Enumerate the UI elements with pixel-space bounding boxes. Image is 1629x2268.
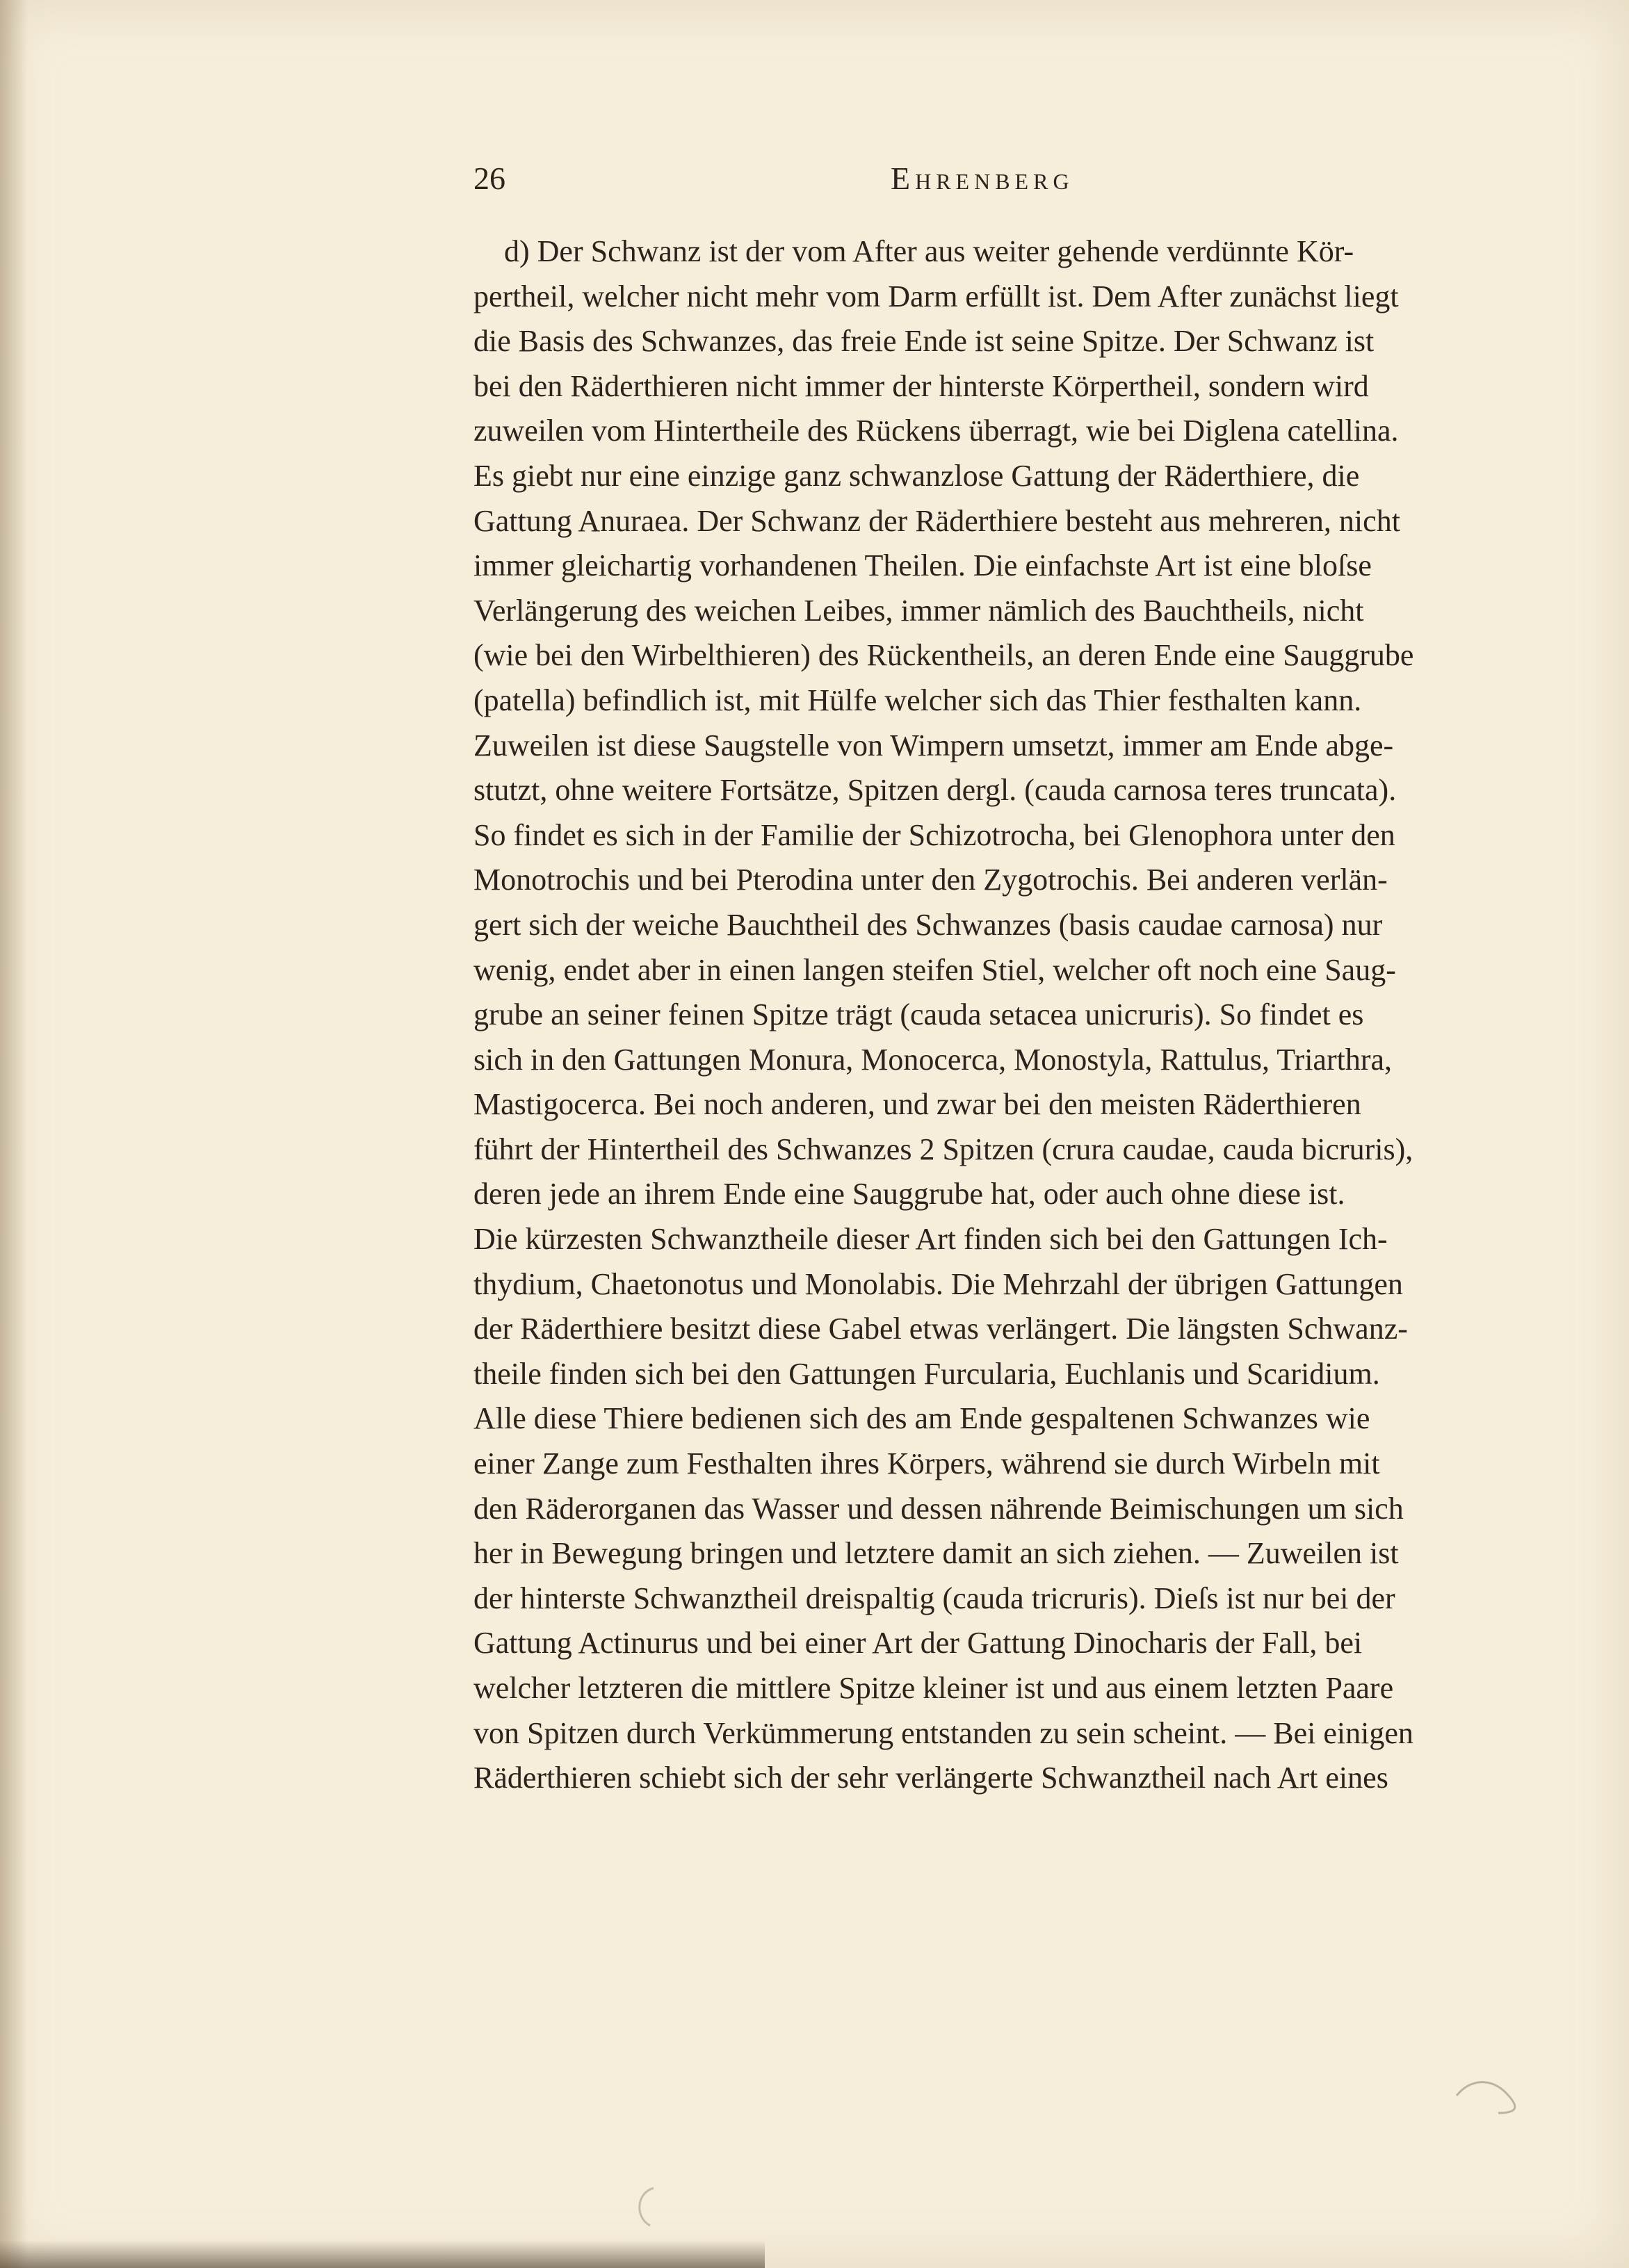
text-line: Es giebt nur eine einzige ganz schwanzlose Gattung der Räderthiere, die <box>473 458 1360 493</box>
text-line: stutzt, ohne weitere Fortsätze, Spitzen dergl. (cauda carnosa teres truncata). <box>473 773 1397 808</box>
page-number: 26 <box>473 161 505 196</box>
pencil-mark-icon <box>1450 2075 1526 2123</box>
text-line: Zuweilen ist diese Saugstelle von Wimpern umsetzt, immer am Ende abge- <box>473 728 1394 762</box>
text-line: bei den Räderthieren nicht immer der hinterste Körpertheil, sondern wird <box>473 368 1369 403</box>
text-line: Gattung Anuraea. Der Schwanz der Räderthiere besteht aus mehreren, nicht <box>473 503 1400 538</box>
text-line: theile finden sich bei den Gattungen Furcularia, Euchlanis und Scaridium. <box>473 1356 1380 1391</box>
body-text <box>473 229 1414 1821</box>
text-line: Räderthieren schiebt sich der sehr verlängerte Schwanztheil nach Art eines <box>473 1761 1388 1795</box>
text-line: (wie bei den Wirbelthieren) des Rückentheils, an deren Ende eine Sauggrube <box>473 638 1414 673</box>
page-bottom-edge <box>0 2240 765 2268</box>
text-line: zuweilen vom Hintertheile des Rückens überragt, wie bei Diglena catellina. <box>473 414 1399 448</box>
text-line: (patella) befindlich ist, mit Hülfe welcher sich das Thier festhalten kann. <box>473 683 1362 717</box>
text-line: So findet es sich in der Familie der Schizotrocha, bei Glenophora unter den <box>473 817 1395 852</box>
text-line: d) Der Schwanz ist der vom After aus weiter gehende verdünnte Kör- <box>504 234 1354 268</box>
text-line: die Basis des Schwanzes, das freie Ende ist seine Spitze. Der Schwanz ist <box>473 324 1375 359</box>
text-line: der Räderthiere besitzt diese Gabel etwas verlängert. Die längsten Schwanz- <box>473 1312 1408 1346</box>
text-line: einer Zange zum Festhalten ihres Körpers, während sie durch Wirbeln mit <box>473 1446 1380 1481</box>
text-line: von Spitzen durch Verkümmerung entstanden zu sein scheint. — Bei einigen <box>473 1715 1413 1750</box>
text-line: Monotrochis und bei Pterodina unter den Zygotrochis. Bei anderen verlän- <box>473 863 1388 897</box>
text-line: wenig, endet aber in einen langen steifen Stiel, welcher oft noch eine Saug- <box>473 952 1396 987</box>
text-line: Gattung Actinurus und bei einer Art der Gattung Dinocharis der Fall, bei <box>473 1626 1363 1661</box>
text-line: grube an seiner feinen Spitze trägt (cauda setacea unicruris). So findet es <box>473 997 1364 1032</box>
running-head <box>473 154 1221 203</box>
text-line: gert sich der weiche Bauchtheil des Schwanzes (basis caudae carnosa) nur <box>473 907 1383 942</box>
text-line: Mastigocerca. Bei noch anderen, und zwar bei den meisten Räderthieren <box>473 1087 1361 1122</box>
text-line: Die kürzesten Schwanztheile dieser Art finden sich bei den Gattungen Ich- <box>473 1222 1388 1257</box>
page-edge-shadow <box>0 0 28 2268</box>
pencil-mark-icon <box>629 2183 664 2231</box>
text-line: der hinterste Schwanztheil dreispaltig (cauda tricruris). Dieſs ist nur bei der <box>473 1581 1395 1615</box>
text-line: deren jede an ihrem Ende eine Sauggrube hat, oder auch ohne diese ist. <box>473 1177 1345 1211</box>
text-line: den Räderorganen das Wasser und dessen nährende Beimischungen um sich <box>473 1491 1404 1526</box>
text-line: führt der Hintertheil des Schwanzes 2 Spitzen (crura caudae, cauda bicruris), <box>473 1132 1413 1166</box>
text-line: sich in den Gattungen Monura, Monocerca, Monostyla, Rattulus, Triarthra, <box>473 1042 1393 1077</box>
text-line: immer gleichartig vorhandenen Theilen. Die einfachste Art ist eine bloſse <box>473 548 1372 583</box>
text-line: thydium, Chaetonotus und Monolabis. Die Mehrzahl der übrigen Gattungen <box>473 1266 1403 1301</box>
text-line: Verlängerung des weichen Leibes, immer nämlich des Bauchtheils, nicht <box>473 593 1364 628</box>
text-line: welcher letzteren die mittlere Spitze kleiner ist und aus einem letzten Paare <box>473 1671 1394 1705</box>
text-line: pertheil, welcher nicht mehr vom Darm erfüllt ist. Dem After zunächst liegt <box>473 279 1399 313</box>
running-head-author: Ehrenberg <box>891 161 1074 196</box>
text-line: her in Bewegung bringen und letztere damit an sich ziehen. — Zuweilen ist <box>473 1536 1399 1571</box>
text-line: Alle diese Thiere bedienen sich des am Ende gespaltenen Schwanzes wie <box>473 1401 1370 1436</box>
